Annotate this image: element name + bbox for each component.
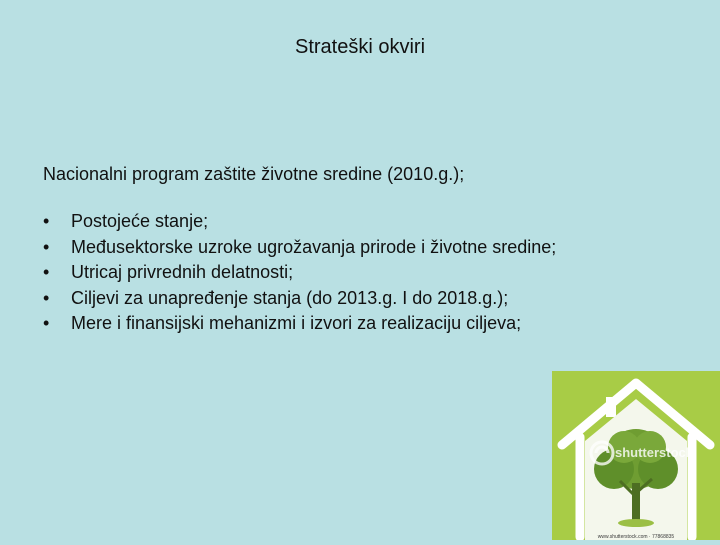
bullet-icon: • [43, 236, 50, 257]
watermark-text: shutterstock [614, 445, 694, 460]
bullet-list [43, 209, 556, 337]
bullet-icon: • [43, 211, 50, 231]
bullet-text: Mere i finansijski mehanizmi i izvori za realizaciju ciljeva; [71, 313, 522, 333]
intro-line: Nacionalni program zaštite životne sredine (2010.g.); [43, 164, 465, 184]
tree-in-house-icon [552, 371, 720, 540]
bullet-text: Utricaj privrednih delatnosti; [71, 262, 294, 282]
slide-title: Strateški okviri [294, 36, 426, 58]
house-chimney-icon [606, 397, 616, 417]
image-caption: www.shutterstock.com · 77868835 [597, 534, 675, 540]
list-item [43, 286, 556, 312]
bullet-text: Ciljevi za unapređenje stanja (do 2013.g. I do 2018.g.); [71, 287, 509, 308]
list-item [43, 209, 556, 235]
list-item [43, 260, 556, 286]
bullet-icon: • [43, 262, 50, 282]
list-item [43, 311, 556, 337]
bullet-icon: • [43, 313, 50, 333]
bullet-text: Međusektorske uzroke ugrožavanja prirode i životne sredine; [71, 236, 557, 257]
bullet-text: Postojeće stanje; [71, 211, 209, 231]
tree-in-house-image [552, 371, 720, 540]
bullet-icon: • [43, 287, 50, 308]
list-item [43, 235, 556, 261]
